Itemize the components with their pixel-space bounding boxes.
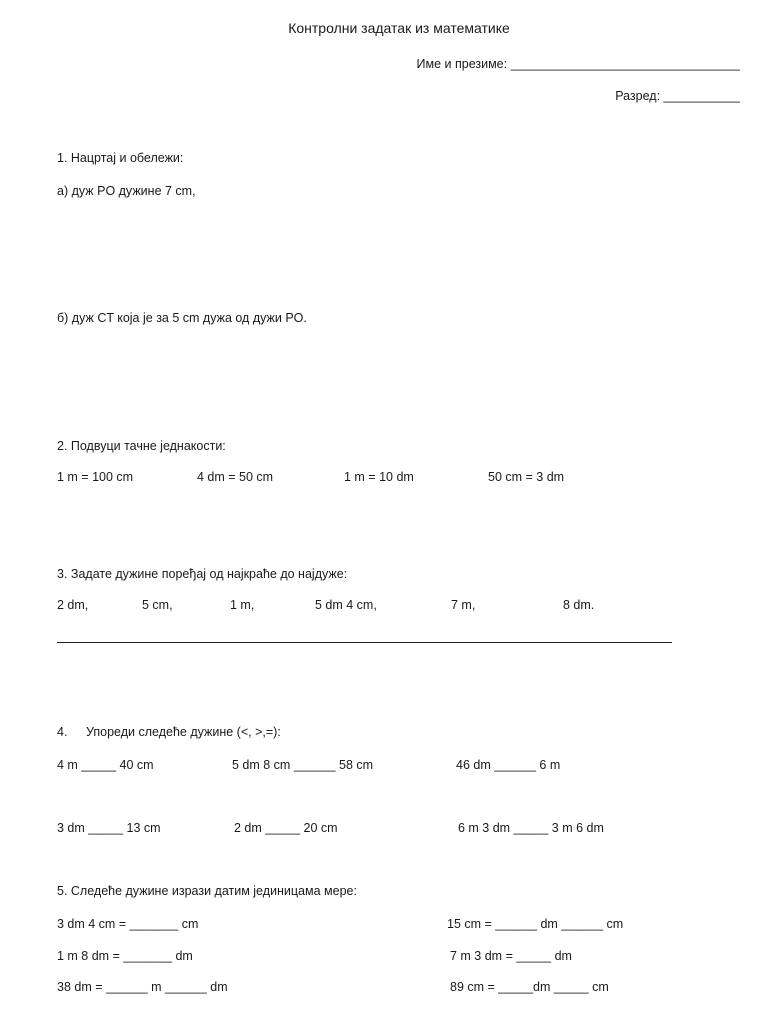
task3-item: 1 m, [230, 598, 255, 612]
task4-item: 2 dm _____ 20 cm [234, 821, 338, 835]
task4-heading: Упореди следеће дужине (<, >,=): [86, 725, 281, 739]
task1-a: а) дуж PO дужине 7 cm, [57, 184, 196, 198]
task2-item: 1 m = 10 dm [344, 470, 414, 484]
task4-item: 6 m 3 dm _____ 3 m 6 dm [458, 821, 604, 835]
task2-heading: 2. Подвуци тачне једнакости: [57, 439, 226, 453]
task5-left-item: 38 dm = ______ m ______ dm [57, 980, 228, 994]
task2-item: 50 cm = 3 dm [488, 470, 565, 484]
task5-right-item: 89 cm = _____dm _____ cm [450, 980, 609, 994]
task2-item: 4 dm = 50 cm [197, 470, 274, 484]
task5-right-item: 15 cm = ______ dm ______ cm [447, 917, 624, 931]
task3-item: 7 m, [451, 598, 476, 612]
class-field-line: Разред: ___________ [615, 89, 740, 103]
task4-item: 5 dm 8 cm ______ 58 cm [232, 758, 374, 772]
task2-item: 1 m = 100 cm [57, 470, 134, 484]
task3-item: 2 dm, [57, 598, 89, 612]
answer-line [57, 642, 672, 643]
task3-item: 5 cm, [142, 598, 173, 612]
page-title: Контролни задатак из математике [288, 20, 510, 36]
name-field-line: Име и презиме: _________________________________ [416, 57, 740, 71]
task3-heading: 3. Задате дужине поређај од најкраће до најдуже: [57, 567, 348, 581]
task5-left-item: 1 m 8 dm = _______ dm [57, 949, 193, 963]
task1-b: б) дуж CT која је за 5 cm дужа од дужи PO. [57, 311, 307, 325]
task3-item: 5 dm 4 cm, [315, 598, 377, 612]
task5-right-item: 7 m 3 dm = _____ dm [450, 949, 572, 963]
task4-number: 4. [57, 725, 68, 739]
task4-item: 3 dm _____ 13 cm [57, 821, 161, 835]
task4-item: 46 dm ______ 6 m [456, 758, 561, 772]
task5-left-item: 3 dm 4 cm = _______ cm [57, 917, 199, 931]
task3-item: 8 dm. [563, 598, 595, 612]
task4-item: 4 m _____ 40 cm [57, 758, 154, 772]
task5-heading: 5. Следеће дужине изрази датим јединицама мере: [57, 884, 357, 898]
task1-heading: 1. Нацртај и обележи: [57, 151, 184, 165]
